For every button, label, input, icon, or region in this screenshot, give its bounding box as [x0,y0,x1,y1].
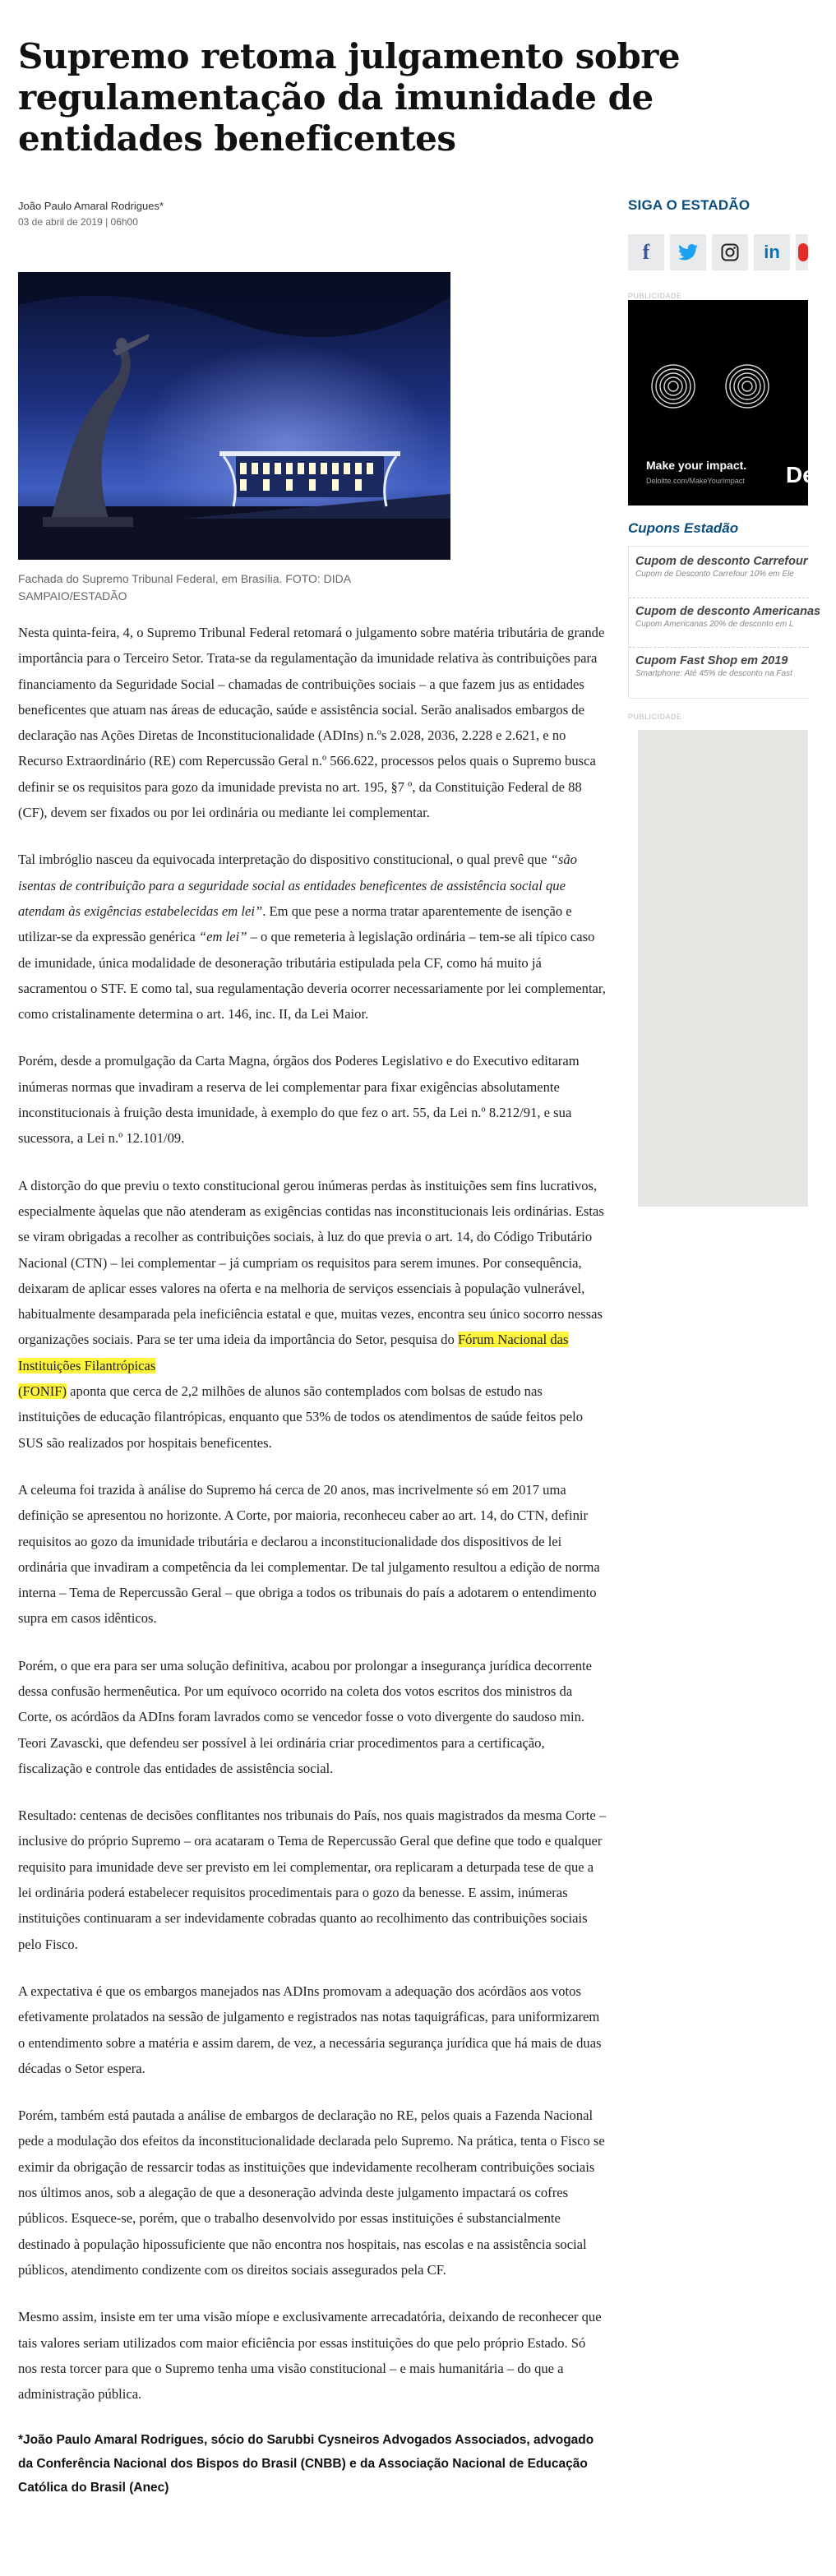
follow-title: SIGA O ESTADÃO [628,197,751,213]
supreme-court-photo [18,272,450,560]
article-paragraph [18,847,607,1027]
article-paragraph: Mesmo assim, insiste em ter uma visão míope e exclusivamente arrecadatória, deixando de reconhecer que tais valores seriam utilizados com maior eficiência por essas instituições do que pelo próprio Estado. Só nos resta torcer para que o Supremo tenha uma visão constitucional – e mais humanitária – do que a administração pública. [18,2309,602,2403]
ad-label: PUBLICIDADE [628,713,682,721]
coupon-subtitle: Smartphone: Até 45% de desconto na Fast [635,669,792,678]
highlighted-text: Fórum Nacional das Instituições Filantrópicas [18,1332,569,1373]
linkedin-icon: in [764,242,780,262]
ad-placeholder[interactable] [638,730,808,1207]
ad-url: Deloitte.com/MakeYourImpact [646,477,745,485]
text-span: – o que remeteria à legislação ordinária – tem-se ali típico caso de imunidade, única modalidade de desoneração tributária estipulada pela CF, como há muito já sacramentou o STF. E como tal, sua regulamentação deveria ocorrer necessariamente por lei complementar, como cristalinamente determina o art. 146, inc. II, da Lei Maior. [18,929,606,1023]
article-paragraph: Resultado: centenas de decisões conflitantes nos tribunais do País, nos quais magistrados da mesma Corte – inclusive do próprio Supremo – ora acataram o Tema de Repercussão Geral que define que todo e qualquer requisito para imunidade deve ser previsto em lei complementar, ora replicaram a deturpada tese de que a lei ordinária poderá estabelecer requisitos procedimentais para o gozo da benesse. E assim, inúmeras instituições continuaram a ser indevidamente cobradas quanto ao recolhimento das contribuições sociais pelo Fisco. [18,1807,607,1952]
author-bio: *João Paulo Amaral Rodrigues, sócio do Sarubbi Cysneiros Advogados Associados, advogado da Conferência Nacional dos Bispos do Brasil (CNBB) e da Associação Nacional de Educação Católica do Brasil (Anec) [18,2433,594,2495]
youtube-icon [798,243,808,261]
article-paragraph: A celeuma foi trazida à análise do Supremo há cerca de 20 anos, mas incrivelmente só em 2017 uma definição se apresentou no horizonte. A Corte, por maioria, reconheceu caber ao art. 14, do CTN, definir requisitos ao gozo da imunidade tributária e declarou a inconstitucionalidade dos dispositivos de lei ordinária que invadiram a competência da lei complementar. De tal julgamento resultou a edição de norma interna – Tema de Repercussão Geral – que obriga a todos os tribunais do país a adotarem o entendimento supra em casos idênticos. [18,1481,600,1627]
article-body [18,620,607,2521]
coupon-divider [629,647,809,648]
highlighted-text: (FONIF) [18,1383,67,1400]
text-span: aponta que cerca de 2,2 milhões de alunos são contemplados com bolsas de estudo nas instituições de educação filantrópicas, enquanto que 53% de todos os atendimentos de saúde feitos pelo SUS são realizados por hospitais beneficentes. [18,1383,584,1451]
article-paragraph: Nesta quinta-feira, 4, o Supremo Tribunal Federal retomará o julgamento sobre matéria tributária de grande importância para o Terceiro Setor. Trata-se da regulamentação da imunidade relativa às contribuições para financiamento da Seguridade Social – chamadas de contribuições sociais – a que fazem jus as entidades beneficentes que atuam nas áreas de educação, saúde e assistência social. Serão analisados embargos de declaração nas Ações Diretas de Inconstitucionalidade (ADIns) n.ºs 2.028, 2036, 2.228 e 2.621, e no Recurso Extraordinário (RE) com Repercussão Geral n.º 566.622, processos pelos quais o Supremo busca definir se os requisitos para gozo da imunidade prevista no art. 195, §7 º, da Constituição Federal de 88 (CF), devem ser fixados ou por lei ordinária ou mediante lei complementar. [18,625,605,821]
coupon-subtitle: Cupom de Desconto Carrefour 10% em Ele [635,570,794,579]
hero-image [18,272,450,560]
coupon-item[interactable] [635,654,809,694]
image-caption: Fachada do Supremo Tribunal Federal, em Brasília. FOTO: DIDA SAMPAIO/ESTADÃO [18,572,351,602]
quote-text: “em lei” [198,929,247,945]
twitter-button[interactable] [670,234,706,270]
article-paragraph [18,1173,607,1456]
instagram-icon [721,243,739,261]
ad-label: PUBLICIDADE [628,292,682,300]
author-name[interactable]: João Paulo Amaral Rodrigues* [18,200,164,212]
quote-text: “são isentas de contribuição para a seguridade social as entidades beneficentes de assistência social que atendam às exigências estabelecidas em lei” [18,852,577,919]
ad-headline: Make your impact. [646,459,747,472]
article-paragraph: Porém, o que era para ser uma solução definitiva, acabou por prolongar a insegurança jurídica decorrente dessa confusão hermenêutica. Por um equívoco ocorrido na coleta dos votos escritos dos ministros da Corte, os acórdãos da ADIns foram lavrados como se vencedor fosse o voto divergente do saudoso min. Teori Zavascki, que defendeu ser possível à lei ordinária criar procedimentos para a certificação, fiscalização e controle das entidades de assistência social. [18,1657,593,1776]
coupon-subtitle: Cupom Americanas 20% de desconto em L [635,620,794,629]
coupon-item[interactable] [635,555,809,594]
twitter-icon [678,244,698,261]
coupon-title: Cupom de desconto Americanas [635,605,821,618]
text-span: . Em que pese a norma tratar aparentemente de isenção e utilizar-se da expressão genérica [18,903,572,945]
instagram-button[interactable] [712,234,748,270]
youtube-button[interactable] [796,234,808,270]
facebook-button[interactable] [628,234,664,270]
text-span: A distorção do que previu o texto constitucional gerou inúmeras perdas às instituições sem fins lucrativos, especialmente àquelas que não atenderam as exigências contidas nas inconstitucionais leis ordinárias. Estas se viram obrigadas a recolher as contribuições sociais, à luz do que previa o art. 14, do Código Tributário Nacional (CTN) – lei complementar – já cumpriam os requisitos para serem imunes. Por consequência, deixaram de aplicar esses valores na oferta e na melhoria de serviços essenciais à população vulnerável, habitualmente desamparada pela ineficiência estatal e que, muitas vezes, encontra seu único socorro nessas organizações sociais. Para se ter uma ideia da importância do Setor, pesquisa do [18,1177,604,1348]
ad-brand-logo: Delo [786,462,836,487]
facebook-icon: f [642,240,650,264]
linkedin-button[interactable] [754,234,790,270]
coupon-title: Cupom de desconto Carrefour [635,555,808,568]
ad-banner[interactable] [628,300,836,506]
article-paragraph: A expectativa é que os embargos manejados nas ADIns promovam a adequação dos acórdãos aos votos efetivamente prolatados na sessão de julgamento e registrados nas notas taquigráficas, para uniformizarem o entendimento sobre a matéria e assim darem, de vez, a necessária segurança jurídica que há mais de duas décadas o Setor espera. [18,1983,602,2076]
publish-date: 03 de abril de 2019 | 06h00 [18,216,138,228]
fingerprint-graphic [628,300,808,456]
coupons-title[interactable]: Cupons Estadão [628,520,739,536]
article-paragraph: Porém, também está pautada a análise de embargos de declaração no RE, pelos quais a Fazenda Nacional pede a modulação dos efeitos da inconstitucionalidade declarada pelo Supremo. Na prática, tenta o Fisco se eximir da obrigação de ressarcir todas as instituições que indevidamente recolheram contribuições sociais nos últimos anos, sob a alegação de que a desoneração advinda deste julgamento impactará os cofres públicos. Esquece-se, porém, que o trabalho desenvolvido por essas instituições é substancialmente destinado à população hipossuficiente que não encontra nos hospitais, nas escolas e na assistência social públicos, atendimento condizente com os direitos sociais assegurados pela CF. [18,2107,605,2278]
text-span: Tal imbróglio nasceu da equivocada interpretação do dispositivo constitucional, o qual prevê que [18,852,551,868]
coupons-list [628,546,821,699]
article-headline: Supremo retoma julgamento sobre regulamentação da imunidade de entidades beneficentes [18,36,681,159]
coupon-item[interactable] [635,605,821,644]
coupon-title: Cupom Fast Shop em 2019 [635,654,788,667]
article-paragraph: Porém, desde a promulgação da Carta Magna, órgãos dos Poderes Legislativo e do Executivo editaram inúmeras normas que invadiram a reserva de lei complementar para fixar exigências absolutamente inconstitucionais à fruição desta imunidade, à exemplo do que fez o art. 55, da Lei n.º 8.212/91, e sua sucessora, a Lei n.º 12.101/09. [18,1053,580,1147]
